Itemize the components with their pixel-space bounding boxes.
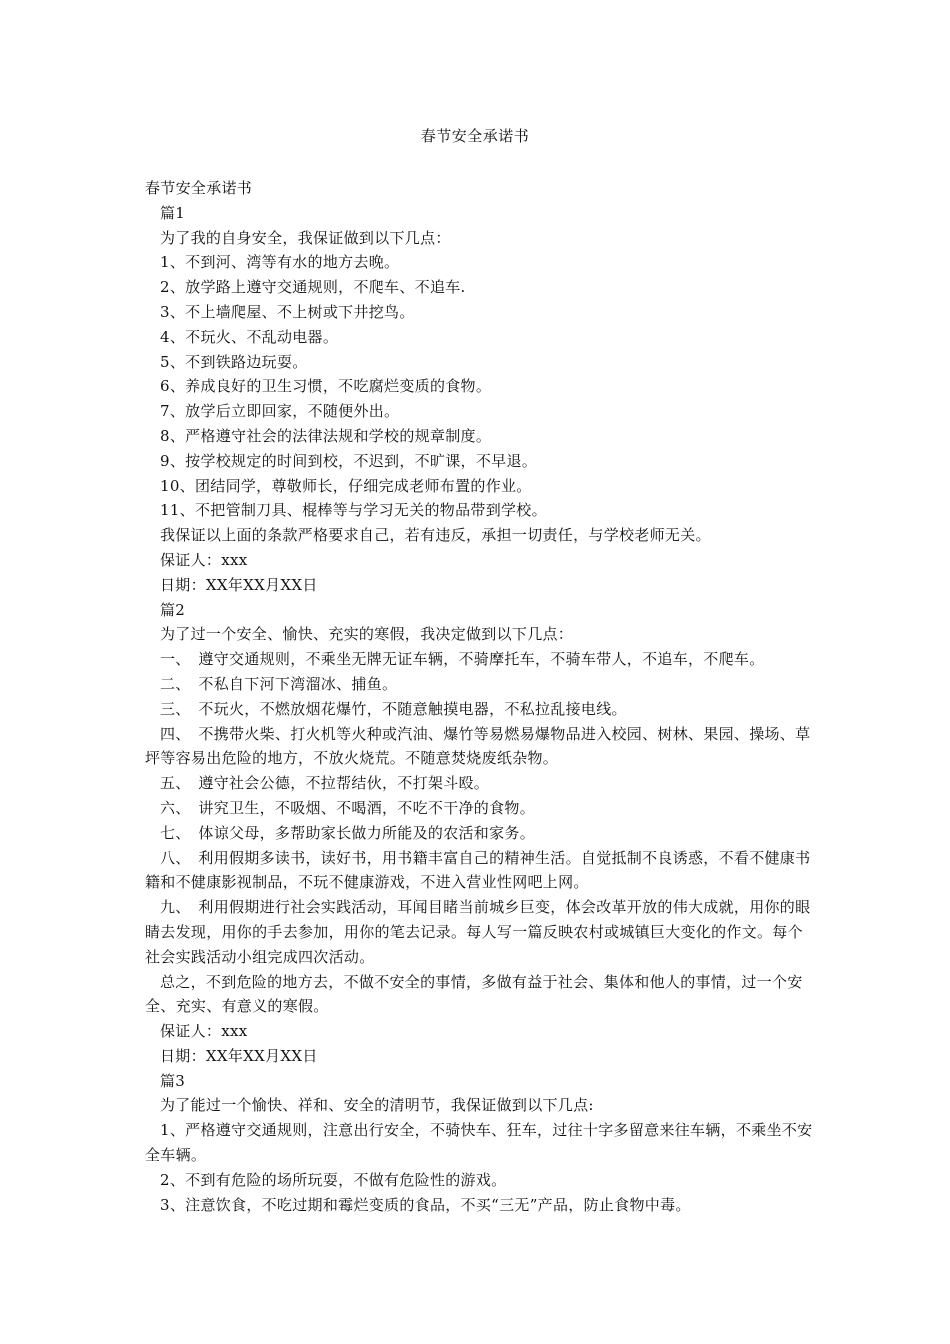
paragraph: 3、不上墙爬屋、不上树或下井挖鸟。 [160,302,415,321]
paragraph: 3、注意饮食，不吃过期和霉烂变质的食品，不买“三无”产品，防止食物中毒。 [160,1195,691,1214]
paragraph: 5、不到铁路边玩耍。 [160,352,308,371]
paragraph: 2、放学路上遵守交通规则，不爬车、不追车. [160,278,466,297]
paragraph: 为了我的自身安全，我保证做到以下几点： [160,228,451,247]
paragraph: 10、团结同学，尊敬师长，仔细完成老师布置的作业。 [160,476,532,495]
paragraph: 8、严格遵守社会的法律法规和学校的规章制度。 [160,426,492,445]
paragraph: 篇3 [160,1071,186,1090]
paragraph: 我保证以上面的条款严格要求自己，若有违反，承担一切责任，与学校老师无关。 [160,526,711,545]
paragraph: 四、 不携带火柴、打火机等火种或汽油、爆竹等易燃易爆物品进入校园、树林、果园、操场、草坪等容易出危险的地方，不放火烧荒。不随意焚烧废纸杂物。 [145,724,811,768]
document-body [145,176,817,1217]
paragraph: 九、 利用假期进行社会实践活动，耳闻目睹当前城乡巨变，体会改革开放的伟大成就，用你的眼睛去发现，用你的手去参加，用你的笔去记录。每人写一篇反映农村或城镇巨大变化的作文。每个社会实践活动小组完成四次活动。 [145,898,811,966]
paragraph: 6、养成良好的卫生习惯，不吃腐烂变质的食物。 [160,377,492,396]
paragraph: 八、 利用假期多读书，读好书，用书籍丰富自己的精神生活。自觉抵制不良诱惑，不看不健康书籍和不健康影视制品，不玩不健康游戏，不进入营业性网吧上网。 [145,848,811,892]
paragraph: 保证人：xxx [160,550,248,569]
paragraph: 总之，不到危险的地方去，不做不安全的事情，多做有益于社会、集体和他人的事情，过一个安全、充实、有意义的寒假。 [145,972,803,1016]
paragraph: 4、不玩火、不乱动电器。 [160,327,339,346]
paragraph: 为了过一个安全、愉快、充实的寒假，我决定做到以下几点： [160,625,574,644]
paragraph: 六、 讲究卫生，不吸烟、不喝酒，不吃不干净的食物。 [160,798,536,817]
document-heading: 春节安全承诺书 [145,179,253,197]
paragraph: 七、 体谅父母，多帮助家长做力所能及的农活和家务。 [160,823,536,842]
paragraph: 日期：XX年XX月XX日 [160,575,318,594]
paragraph: 7、放学后立即回家，不随便外出。 [160,402,400,421]
paragraph: 日期：XX年XX月XX日 [160,1046,318,1065]
paragraph: 1、不到河、湾等有水的地方去晚。 [160,253,400,272]
paragraph: 一、 遵守交通规则，不乘坐无牌无证车辆，不骑摩托车，不骑车带人，不追车，不爬车。 [160,650,765,669]
paragraph: 2、不到有危险的场所玩耍，不做有危险性的游戏。 [160,1170,507,1189]
paragraph: 保证人：xxx [160,1022,248,1041]
paragraph: 1、严格遵守交通规则，注意出行安全，不骑快车、狂车，过往十字多留意来往车辆，不乘坐不安全车辆。 [145,1121,813,1165]
paragraph: 为了能过一个愉快、祥和、安全的清明节，我保证做到以下几点: [160,1096,594,1115]
paragraph: 11、不把管制刀具、棍棒等与学习无关的物品带到学校。 [160,501,547,520]
paragraph: 篇2 [160,600,186,619]
paragraph: 二、 不私自下河下湾溜冰、捕鱼。 [160,674,398,693]
paragraph: 篇1 [160,203,186,222]
document-title: 春节安全承诺书 [420,127,530,145]
paragraph: 五、 遵守社会公德，不拉帮结伙，不打架斗殴。 [160,774,490,793]
paragraph: 9、按学校规定的时间到校，不迟到，不旷课，不早退。 [160,451,538,470]
paragraph: 三、 不玩火，不燃放烟花爆竹，不随意触摸电器，不私拉乱接电线。 [160,699,627,718]
